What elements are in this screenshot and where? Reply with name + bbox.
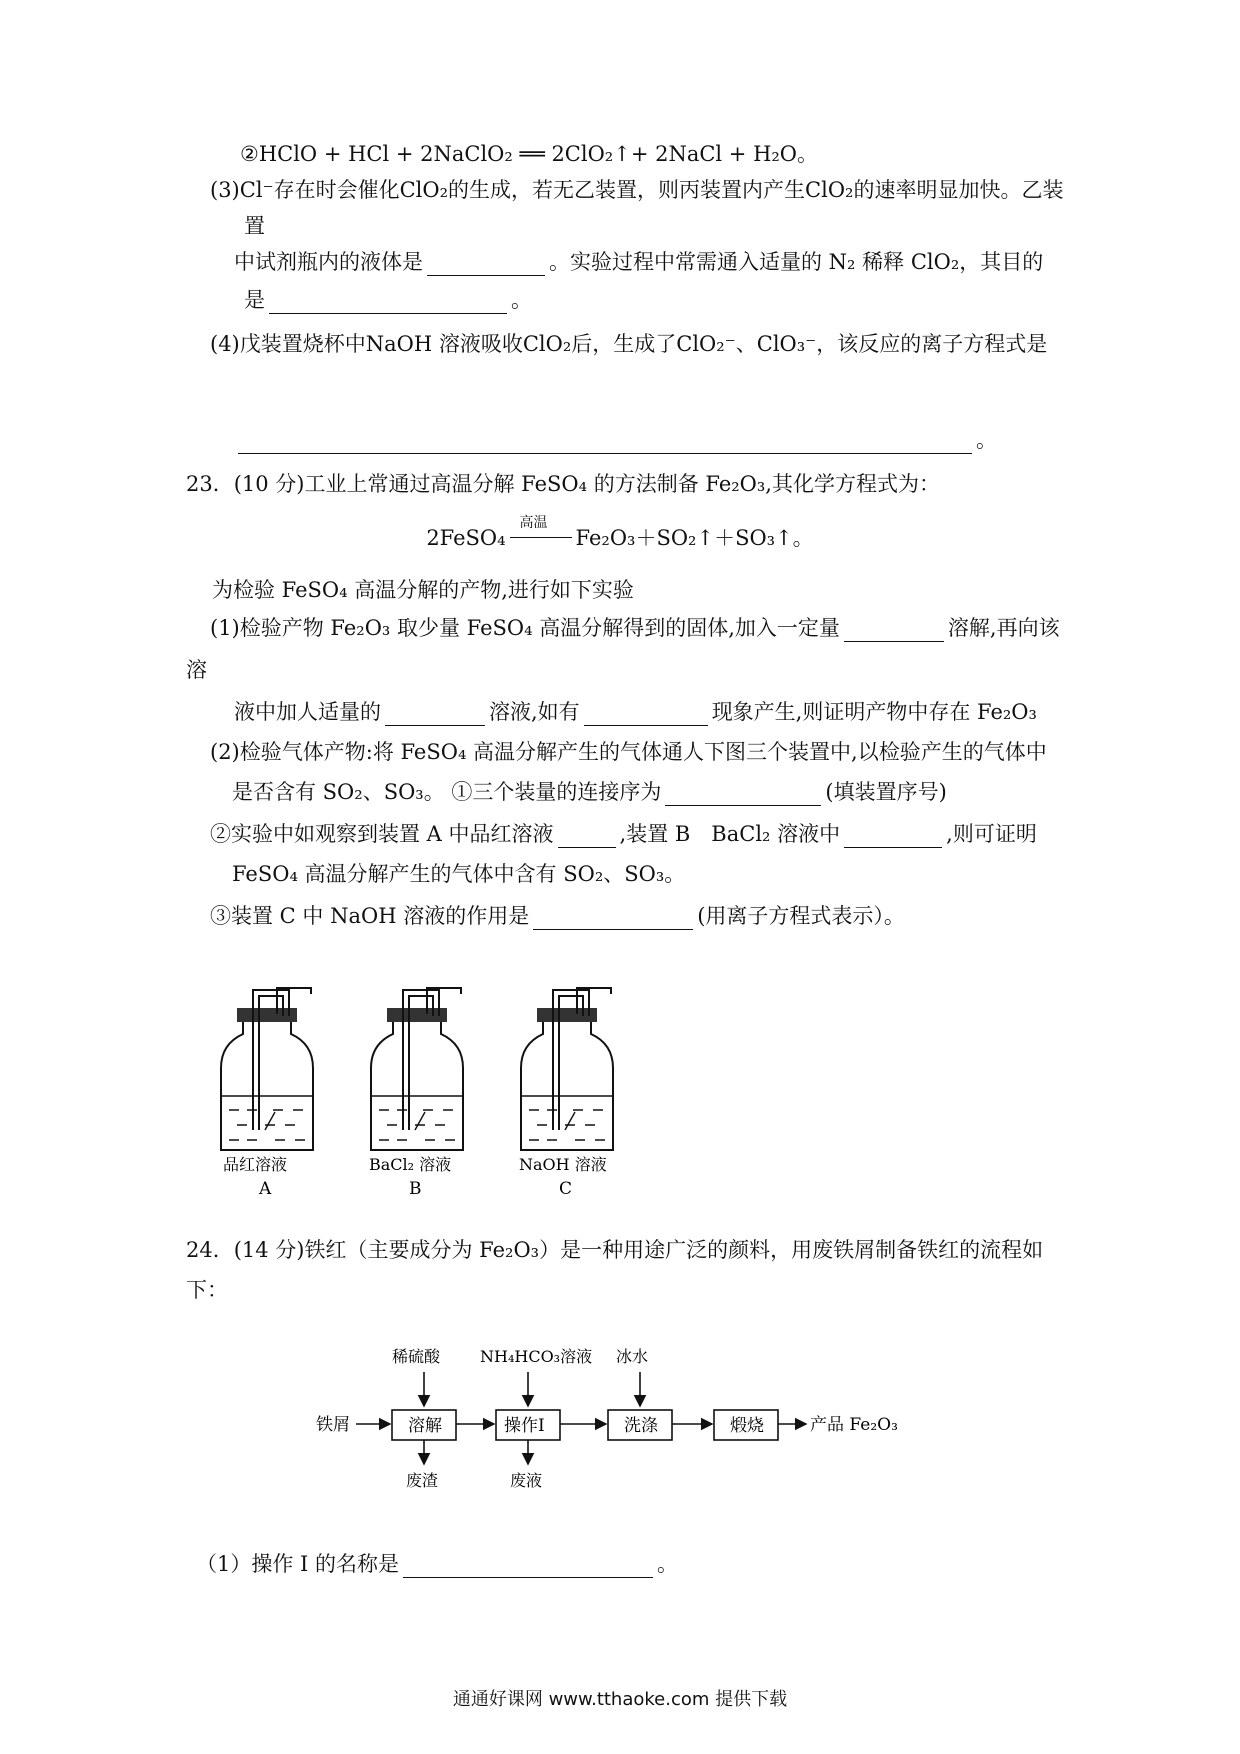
bottle-solution-label: 品红溶液 — [223, 1155, 288, 1174]
iron-red-process-flowchart — [310, 1340, 930, 1500]
q23-part2-line1: (2)检验气体产物:将 FeSO₄ 高温分解产生的气体通人下图三个装置中,以检验产生的气体中 — [210, 740, 1047, 764]
q23-part1-line1 — [210, 614, 1060, 642]
eq-right: Fe₂O₃＋SO₂↑＋SO₃↑。 — [575, 526, 814, 550]
q23-part1-line2: 溶 — [186, 658, 207, 682]
q22-part3-line2: 置 — [244, 214, 265, 238]
bottle-label: C — [559, 1179, 573, 1199]
q23-part2-line4: FeSO₄ 高温分解产生的气体中含有 SO₂、SO₃。 — [232, 862, 686, 886]
q23-text: ②实验中如观察到装置 A 中品红溶液 — [210, 822, 554, 846]
q23-text: ③装置 C 中 NaOH 溶液的作用是 — [210, 904, 530, 928]
page-footer: 通通好课网 www.tthaoke.com 提供下载 — [452, 1689, 788, 1710]
answer-blank[interactable] — [385, 703, 485, 726]
q23-part1-line3 — [234, 698, 1037, 726]
bottle-label: A — [259, 1179, 272, 1199]
q24-text: 。 — [657, 1552, 679, 1576]
answer-blank[interactable] — [403, 1555, 653, 1578]
q23-text: ,装置 B BaCl₂ 溶液中 — [619, 822, 841, 846]
answer-blank[interactable] — [844, 825, 942, 848]
q23-text: 是否含有 SO₂、SO₃。 ①三个装量的连接序为 — [232, 780, 662, 804]
answer-blank[interactable] — [533, 907, 693, 930]
q23-part2-line3 — [210, 820, 1037, 848]
bottle-label: B — [409, 1179, 422, 1199]
q22-text: 是 — [244, 288, 265, 312]
eq-left: 2FeSO₄ — [426, 526, 506, 550]
q23-purpose: 为检验 FeSO₄ 高温分解的产物,进行如下实验 — [212, 578, 634, 602]
flow-box-label: 洗涤 — [624, 1416, 658, 1436]
answer-blank[interactable] — [665, 783, 821, 806]
q23-text: 溶液,如有 — [489, 700, 580, 724]
q23-text: (用离子方程式表示）。 — [697, 904, 905, 928]
q22-part4-line2 — [234, 426, 997, 454]
flow-box-label: 煅烧 — [730, 1416, 764, 1436]
bottle-solution-label: NaOH 溶液 — [519, 1155, 607, 1174]
q24-intro-line2: 下： — [186, 1278, 228, 1302]
q23-intro: 23．(10 分)工业上常通过高温分解 FeSO₄ 的方法制备 Fe₂O₃,其化学方程式为： — [186, 472, 940, 496]
answer-blank[interactable] — [238, 431, 972, 454]
bottle-c — [519, 988, 613, 1199]
flow-output-label: 废渣 — [406, 1471, 439, 1490]
q22-part3-line4 — [244, 286, 532, 314]
q24-intro-line1: 24．(14 分)铁红（主要成分为 Fe₂O₃）是一种用途广泛的颜料，用废铁屑制备铁红的流程如 — [186, 1238, 1044, 1262]
flow-input-label: 冰水 — [616, 1347, 649, 1366]
flow-product: 产品 Fe₂O₃ — [810, 1415, 898, 1435]
flow-box-label: 操作I — [504, 1416, 545, 1436]
flow-box-label: 溶解 — [408, 1416, 442, 1436]
answer-blank[interactable] — [558, 825, 616, 848]
q23-text: 现象产生,则证明产物中存在 Fe₂O₃ — [711, 700, 1037, 724]
q22-text: 。 — [976, 428, 997, 452]
q22-text: 。 — [511, 288, 532, 312]
q22-part4-line1: (4)戊装置烧杯中NaOH 溶液吸收ClO₂后，生成了ClO₂⁻、ClO₃⁻，该反应的离子方程式是 — [210, 332, 1048, 356]
q24-text: （1）操作 I 的名称是 — [196, 1552, 400, 1576]
eq-condition: 高温 — [519, 515, 548, 531]
q22-part3-line3 — [234, 248, 1043, 276]
eq-condition-arrow — [510, 515, 572, 545]
answer-blank[interactable] — [269, 291, 507, 314]
q23-text: ,则可证明 — [946, 822, 1037, 846]
flow-output-label: 废液 — [510, 1471, 543, 1490]
q22-part3-line1: (3)Cl⁻存在时会催化ClO₂的生成，若无乙装置，则丙装置内产生ClO₂的速率明显加快。乙装 — [210, 178, 1064, 202]
answer-blank[interactable] — [844, 619, 944, 642]
bottle-a — [221, 988, 313, 1199]
q23-part2-line2 — [232, 778, 947, 806]
q22-equation-2: ②HClO + HCl + 2NaClO₂ ══ 2ClO₂↑+ 2NaCl + H₂O。 — [240, 142, 819, 166]
answer-blank[interactable] — [427, 253, 545, 276]
q23-text: 溶解,再向该 — [947, 616, 1060, 640]
bottle-solution-label: BaCl₂ 溶液 — [369, 1155, 452, 1174]
q23-text: 液中加人适量的 — [234, 700, 381, 724]
q23-part3 — [210, 902, 905, 930]
q24-part1 — [196, 1550, 678, 1578]
gas-washing-bottles-figure — [190, 980, 650, 1200]
q22-text: 。实验过程中常需通入适量的 N₂ 稀释 ClO₂，其目的 — [549, 250, 1044, 274]
answer-blank[interactable] — [584, 703, 708, 726]
flow-input-label: NH₄HCO₃溶液 — [480, 1347, 593, 1366]
flow-start: 铁屑 — [316, 1415, 350, 1435]
q23-text: (填装置序号) — [825, 780, 947, 804]
q22-text: 中试剂瓶内的液体是 — [234, 250, 423, 274]
bottle-b — [369, 988, 463, 1199]
q23-text: (1)检验产物 Fe₂O₃ 取少量 FeSO₄ 高温分解得到的固体,加入一定量 — [210, 616, 840, 640]
q23-equation — [0, 515, 1240, 552]
flow-input-label: 稀硫酸 — [392, 1347, 441, 1366]
